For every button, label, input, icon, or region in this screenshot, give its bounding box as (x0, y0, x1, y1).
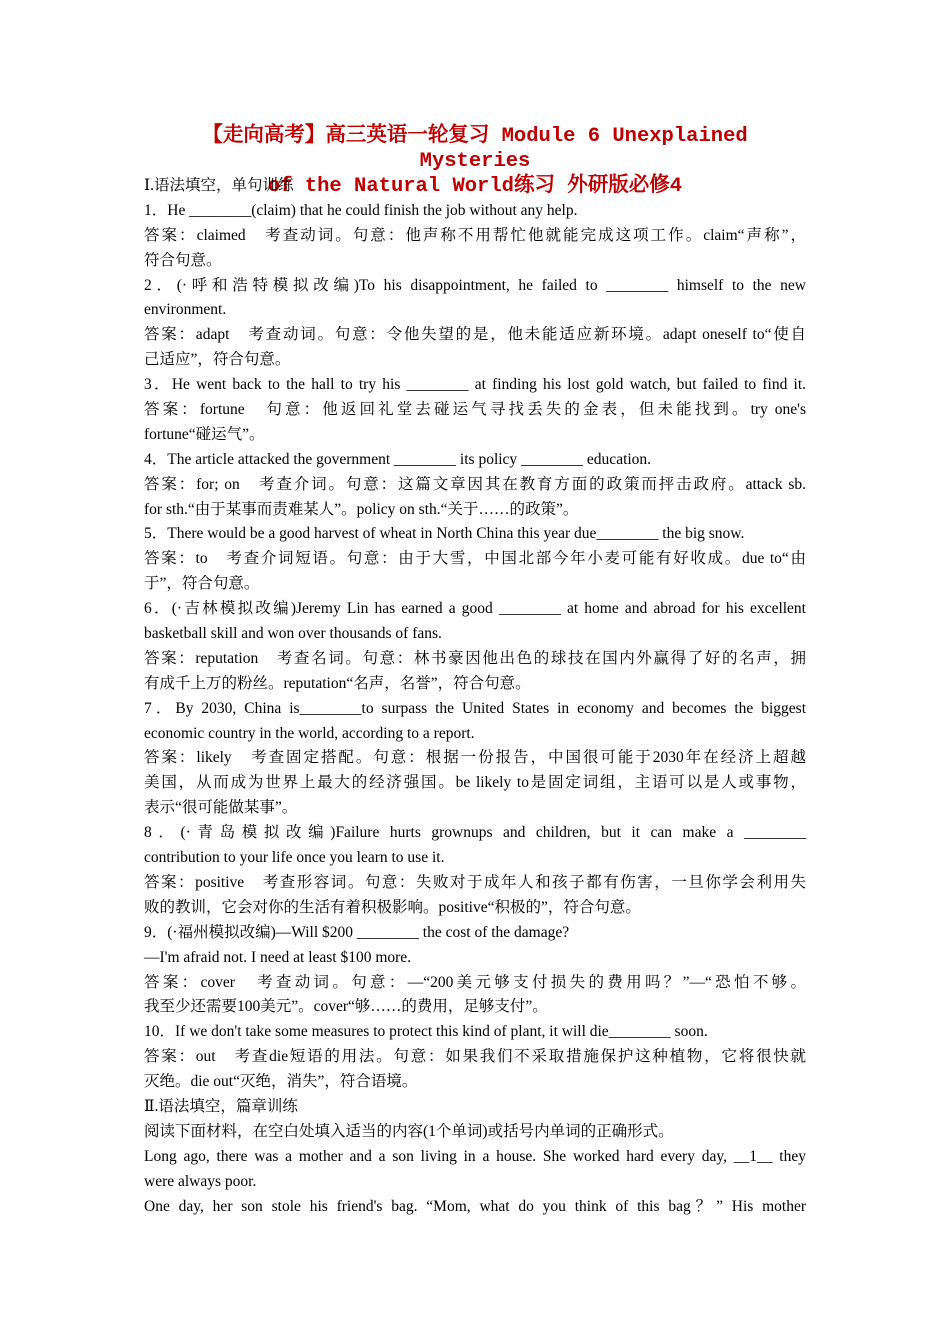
document-body (144, 174, 806, 1219)
text-line: 我至少还需要100美元”。cover“够……的费用，足够支付”。 (144, 998, 548, 1016)
text-line: 5．There would be a good harvest of wheat in North China this year due________ the big snow. (144, 525, 745, 543)
text-line: 6．(·吉林模拟改编)Jeremy Lin has earned a good ________ at home and abroad for his excellent (144, 600, 806, 618)
text-line: 答案：likely 考查固定搭配。句意：根据一份报告，中国很可能于2030年在经济上超越 (144, 749, 806, 767)
text-line: 答案：for; on 考查介词。句意：这篇文章因其在教育方面的政策而抨击政府。attack sb. (144, 475, 806, 493)
text-line: 己适应”，符合句意。 (144, 351, 291, 369)
text-line: 阅读下面材料，在空白处填入适当的内容(1个单词)或括号内单词的正确形式。 (144, 1122, 674, 1140)
text-line: were always poor. (144, 1172, 257, 1190)
text-line: 答案：reputation 考查名词。句意：林书豪因他出色的球技在国内外赢得了好的名声，拥 (144, 649, 806, 667)
text-line: 答案：claimed 考查动词。句意：他声称不用帮忙他就能完成这项工作。claim“声称”， (144, 226, 806, 244)
text-line: 答案：fortune 句意：他返回礼堂去碰运气寻找丢失的金表，但未能找到。try one's (144, 401, 806, 419)
text-line: environment. (144, 301, 227, 319)
text-line: Ⅰ.语法填空，单句训练 (144, 177, 294, 194)
text-line: 4．The article attacked the government ________ its policy ________ education. (144, 450, 652, 468)
text-line: basketball skill and won over thousands of fans. (144, 625, 442, 643)
text-line: 答案：out 考查die短语的用法。句意：如果我们不采取措施保护这种植物，它将很快就 (144, 1048, 806, 1066)
text-line: —I'm afraid not. I need at least $100 more. (144, 948, 412, 966)
text-line: 10．If we don't take some measures to protect this kind of plant, it will die________ soon. (144, 1023, 708, 1041)
text-line: Ⅱ.语法填空，篇章训练 (144, 1097, 298, 1115)
text-line: 答案：to 考查介词短语。句意：由于大雪，中国北部今年小麦可能有好收成。due to“由 (144, 550, 806, 568)
text-line: economic country in the world, according to a report. (144, 724, 475, 742)
text-line: 符合句意。 (144, 251, 222, 269)
text-line: 答案：adapt 考查动词。句意：令他失望的是，他未能适应新环境。adapt oneself to“使自 (144, 326, 806, 344)
text-line: 灭绝。die out“灭绝，消失”，符合语境。 (144, 1073, 418, 1091)
text-line: 有成千上万的粉丝。reputation“名声，名誉”，符合句意。 (144, 674, 531, 692)
text-line: 8．(·青岛模拟改编)Failure hurts grownups and children, but it can make a ________ (144, 824, 806, 842)
text-line: 9．(·福州模拟改编)—Will $200 ________ the cost of the damage? (144, 923, 570, 941)
text-line: contribution to your life once you learn to use it. (144, 849, 445, 867)
text-line: Long ago, there was a mother and a son living in a house. She worked hard every day, __1__ they (144, 1147, 806, 1165)
text-line: 答案：positive 考查形容词。句意：失败对于成年人和孩子都有伤害，一旦你学会利用失 (144, 873, 806, 891)
title-line-1: 【走向高考】高三英语一轮复习 Module 6 Unexplained Mysteries (202, 125, 748, 173)
text-line: 于”，符合句意。 (144, 575, 260, 593)
text-line: 表示“很可能做某事”。 (144, 799, 298, 817)
text-line: 1．He ________(claim) that he could finish the job without any help. (144, 201, 578, 219)
text-line: 美国，从而成为世界上最大的经济强国。be likely to是固定词组，主语可以是人或事物， (144, 774, 806, 792)
text-line: 败的教训，它会对你的生活有着积极影响。positive“积极的”，符合句意。 (144, 898, 641, 916)
title-line-2: of the Natural World练习 外研版必修4 (267, 175, 683, 198)
text-line: 2．(·呼和浩特模拟改编)To his disappointment, he failed to ________ himself to the new (144, 276, 806, 294)
text-line: 7．By 2030, China is________to surpass the United States in economy and becomes the biggest (144, 699, 806, 717)
text-line: for sth.“由于某事而责难某人”。policy on sth.“关于……的政策”。 (144, 500, 579, 518)
text-line: 3．He went back to the hall to try his ________ at finding his lost gold watch, but failed to find it. (144, 376, 806, 394)
text-line: fortune“碰运气”。 (144, 425, 265, 443)
text-line: 答案：cover 考查动词。句意：—“200美元够支付损失的费用吗？”—“恐怕不够。 (144, 973, 806, 991)
text-line: One day, her son stole his friend's bag. “Mom, what do you think of this bag？” His mother (144, 1197, 806, 1215)
